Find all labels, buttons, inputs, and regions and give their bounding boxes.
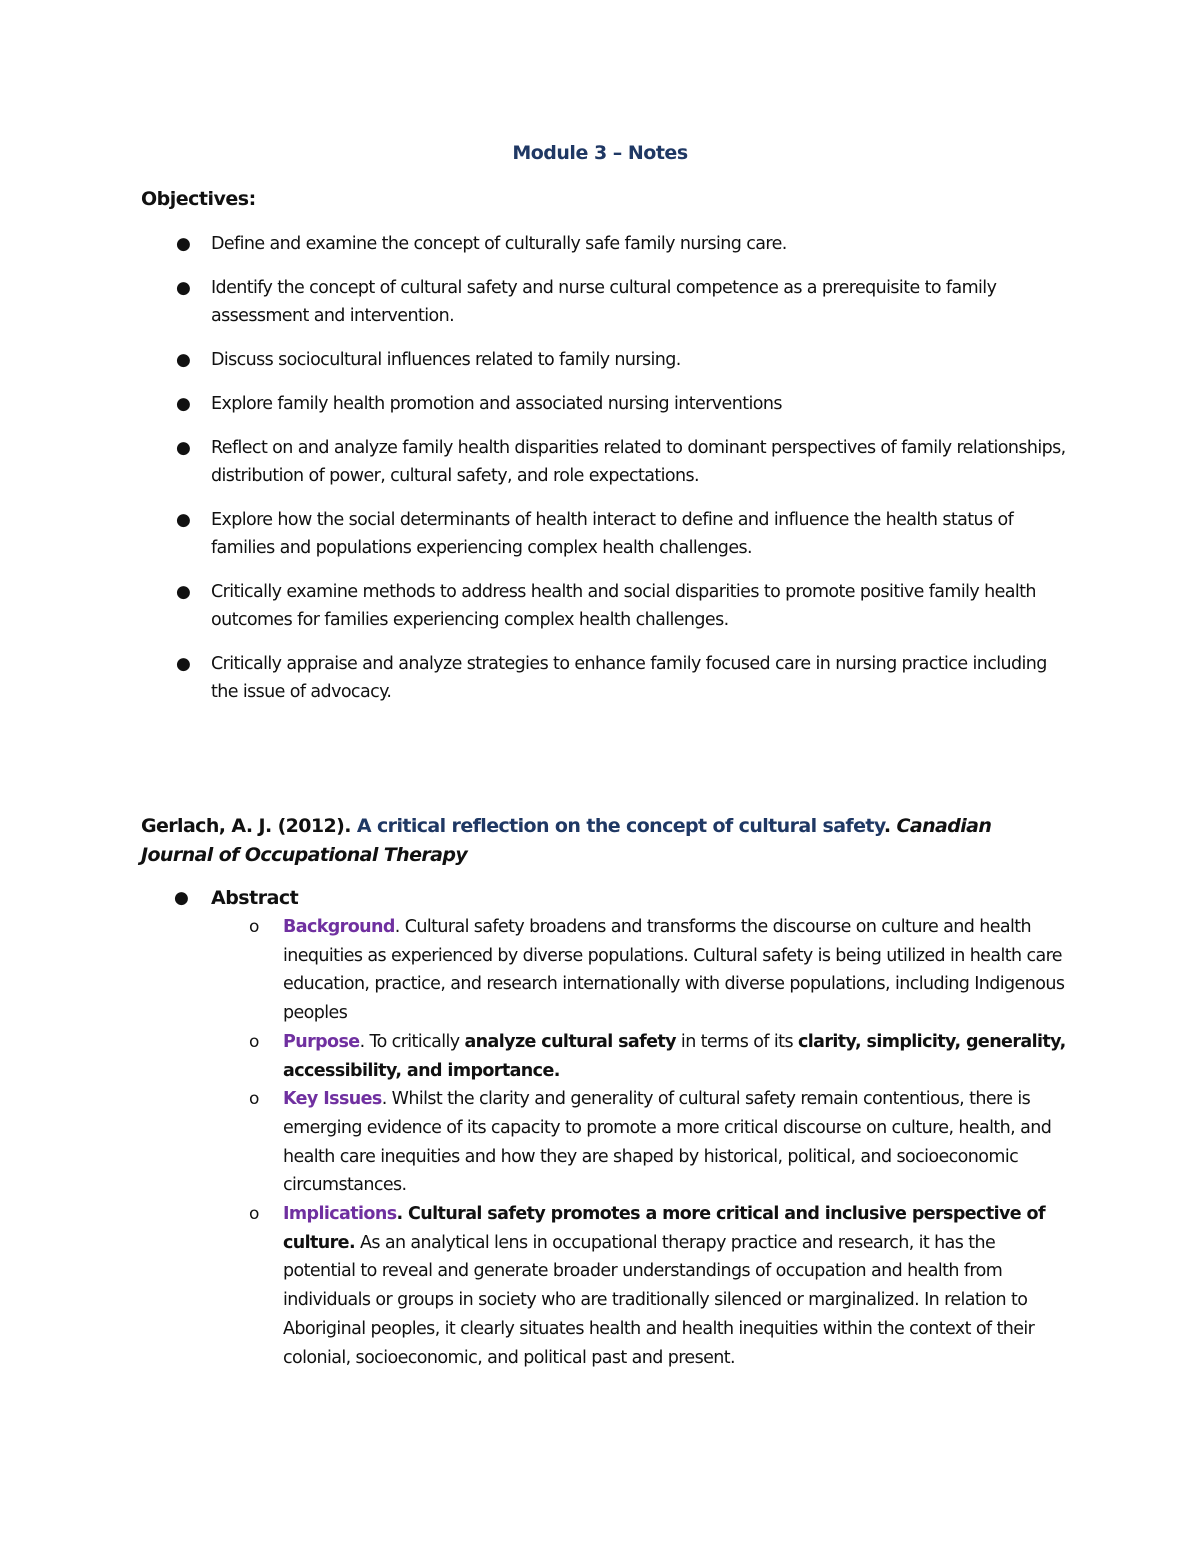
citation-journal: Canadian Journal of Occupational Therapy <box>141 815 992 866</box>
list-item <box>141 434 1071 490</box>
bullet-icon: ● <box>176 582 191 602</box>
objectives-heading: Objectives: <box>141 188 256 210</box>
list-item <box>141 274 1071 330</box>
list-item <box>141 506 1071 562</box>
list-item <box>141 390 1071 418</box>
key-issues-label: Key Issues <box>283 1089 382 1110</box>
citation-separator: . <box>883 815 897 837</box>
objective-text: Reflect on and analyze family health disparities related to dominant perspectives of family relationships, distribution of power, cultural safety, and role expectations. <box>211 438 1066 486</box>
circle-bullet-icon: o <box>249 1031 259 1052</box>
circle-bullet-icon: o <box>249 917 259 937</box>
abstract-key-issues <box>211 1085 1071 1200</box>
bullet-icon: ● <box>176 278 191 298</box>
citation <box>141 812 1041 870</box>
purpose-bold-2: clarity, simplicity, generality, accessibility, and importance. <box>283 1031 1066 1081</box>
bullet-icon: ● <box>176 654 191 674</box>
objective-text: Identify the concept of cultural safety and nurse cultural competence as a prerequisite to family assessment and intervention. <box>211 278 997 326</box>
circle-bullet-icon: o <box>249 1204 259 1225</box>
implications-bold: . Cultural safety promotes a more critical and inclusive perspective of culture. <box>283 1204 1045 1253</box>
list-item <box>141 650 1071 706</box>
list-item <box>141 230 1071 258</box>
abstract-purpose <box>211 1028 1071 1085</box>
objective-text: Critically appraise and analyze strategies to enhance family focused care in nursing practice including the issue of advocacy. <box>211 654 1047 702</box>
objective-text: Discuss sociocultural influences related to family nursing. <box>211 350 681 370</box>
bullet-icon: ● <box>176 438 191 458</box>
objective-text: Explore how the social determinants of health interact to define and influence the health status of families and populations experiencing complex health challenges. <box>211 510 1014 558</box>
page-title: Module 3 – Notes <box>512 142 688 164</box>
purpose-text-2: in terms of its <box>675 1031 798 1052</box>
abstract-heading-text: Abstract <box>211 887 299 909</box>
bullet-icon: ● <box>176 510 191 530</box>
background-label: Background <box>283 917 395 937</box>
bullet-icon: ● <box>176 234 191 254</box>
implications-text: As an analytical lens in occupational therapy practice and research, it has the potential to reveal and generate broader understandings of occupation and health from individuals or groups in society who are traditionally silenced or marginalized. In relation to Aboriginal peoples, it clearly situates health and health inequities within the context of their colonial, socioeconomic, and political past and present. <box>283 1232 1035 1368</box>
citation-authors: Gerlach, A. J. (2012). <box>141 815 357 837</box>
list-item <box>141 578 1071 634</box>
abstract-background <box>211 913 1071 1028</box>
objective-text: Critically examine methods to address health and social disparities to promote positive family health outcomes for families experiencing complex health challenges. <box>211 582 1036 630</box>
bullet-icon: ● <box>174 888 189 908</box>
bullet-icon: ● <box>176 350 191 370</box>
circle-bullet-icon: o <box>249 1089 259 1110</box>
purpose-label: Purpose <box>283 1031 360 1052</box>
purpose-bold: analyze cultural safety <box>464 1031 676 1052</box>
implications-label: Implications <box>283 1204 397 1225</box>
citation-title-link[interactable]: A critical reflection on the concept of cultural safety <box>356 815 884 837</box>
background-text: . Cultural safety broadens and transforms the discourse on culture and health inequities as experienced by diverse populations. Cultural safety is being utilized in health care education, practice, and research internationally with diverse populations, including Indigenous peoples <box>283 917 1065 1024</box>
abstract-heading <box>141 884 1081 913</box>
key-issues-text: . Whilst the clarity and generality of cultural safety remain contentious, there is emerging evidence of its capacity to promote a more critical discourse on culture, health, and health care inequities and how they are shaped by historical, political, and socioeconomic circumstances. <box>283 1089 1052 1196</box>
objective-text: Define and examine the concept of culturally safe family nursing care. <box>211 234 787 254</box>
objective-text: Explore family health promotion and associated nursing interventions <box>211 394 782 414</box>
abstract-implications <box>211 1200 1071 1372</box>
abstract-section <box>141 884 1081 1372</box>
bullet-icon: ● <box>176 394 191 414</box>
abstract-list <box>211 913 1071 1372</box>
objectives-list <box>141 230 1071 722</box>
list-item <box>141 346 1071 374</box>
purpose-text: . To critically <box>359 1031 465 1052</box>
